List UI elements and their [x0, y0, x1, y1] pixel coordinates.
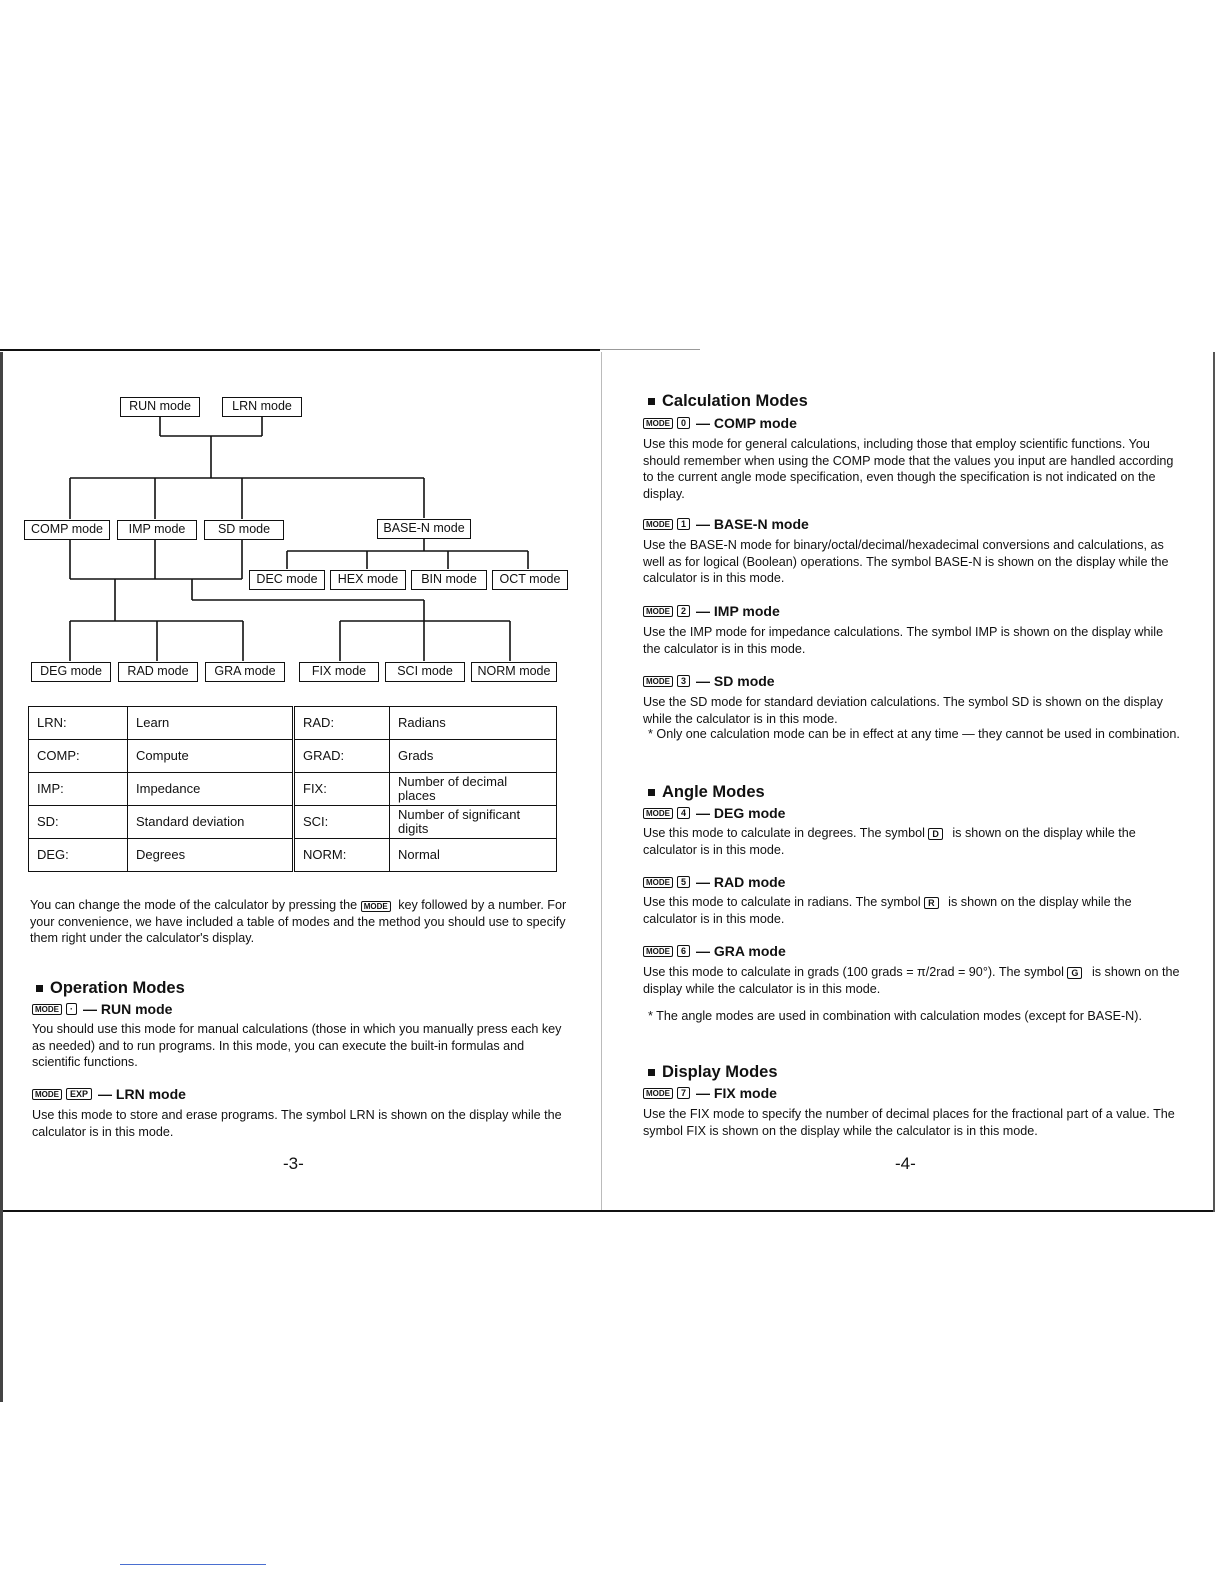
footer-link-underline [120, 1564, 266, 1565]
sd-mode-note: * Only one calculation mode can be in effect at any time — they cannot be used in combination. [648, 727, 1180, 741]
run-mode-box: RUN mode [120, 397, 200, 417]
dash: — [696, 943, 714, 959]
base-n-mode-title: BASE-N mode [713, 516, 809, 532]
mode-key-icon: MODE [361, 901, 391, 912]
table-value: Normal [390, 839, 557, 872]
table-value: Impedance [128, 773, 294, 806]
sd-mode-box: SD mode [204, 520, 284, 540]
key-0-icon: 0 [677, 417, 690, 429]
mode-key-icon: MODE [643, 808, 673, 819]
lrn-mode-text: Use this mode to store and erase programs. The symbol LRN is shown on the display while the calculator is in this mode. [32, 1108, 562, 1139]
rad-mode-text [643, 894, 1183, 927]
table-value: Compute [128, 740, 294, 773]
mode-key-icon: MODE [643, 418, 673, 429]
intro-paragraph [30, 897, 568, 947]
table-key: RAD: [294, 707, 390, 740]
table-key: IMP: [29, 773, 128, 806]
square-bullet-icon [648, 789, 655, 796]
deg-mode-title: DEG mode [713, 805, 786, 821]
top-rule-faint [600, 349, 700, 350]
deg-symbol-icon: D [928, 828, 943, 840]
sd-mode-title: SD mode [713, 673, 775, 689]
bin-mode-box: BIN mode [411, 570, 487, 590]
table-value: Number of decimal places [390, 773, 557, 806]
run-mode-title: RUN mode [100, 1001, 173, 1017]
table-value: Degrees [128, 839, 294, 872]
operation-modes-heading [36, 979, 185, 998]
comp-mode-heading [643, 415, 797, 431]
intro-text-start: You can change the mode of the calculator by pressing the [30, 898, 358, 912]
base-n-mode-text: Use the BASE-N mode for binary/octal/decimal/hexadecimal conversions and calculations, as well as for logical (Boolean) operations. The symbol BASE-N is shown on the display while the calculator is in this mode. [643, 538, 1169, 585]
right-edge-line [1213, 352, 1215, 1212]
dash: — [696, 516, 714, 532]
page-number-right: -4- [895, 1154, 916, 1173]
mode-tree-connectors [0, 0, 600, 700]
comp-mode-box: COMP mode [24, 520, 110, 540]
key-2-icon: 2 [677, 605, 690, 617]
table-row [29, 740, 557, 773]
square-bullet-icon [648, 1069, 655, 1076]
heading-text: Operation Modes [50, 979, 185, 997]
fix-mode-box: FIX mode [299, 662, 379, 682]
deg-mode-box: DEG mode [31, 662, 111, 682]
table-value: Radians [390, 707, 557, 740]
mode-key-icon: MODE [643, 1088, 673, 1099]
base-n-mode-heading [643, 516, 809, 532]
dash: — [696, 415, 714, 431]
run-mode-heading [32, 1001, 172, 1017]
table-key: DEG: [29, 839, 128, 872]
table-key: NORM: [294, 839, 390, 872]
run-mode-text: You should use this mode for manual calculations (those in which you manually press each key as needed) and to run programs. In this mode, you can execute the built-in formulas and scientific functions. [32, 1022, 562, 1069]
gra-mode-title: GRA mode [713, 943, 786, 959]
mode-key-icon: MODE [643, 946, 673, 957]
dash: — [696, 673, 714, 689]
mode-key-icon: MODE [643, 877, 673, 888]
sd-mode-heading [643, 673, 775, 689]
table-row [29, 806, 557, 839]
table-key: SD: [29, 806, 128, 839]
table-row [29, 707, 557, 740]
dash: — [696, 603, 714, 619]
imp-mode-title: IMP mode [713, 603, 780, 619]
table-value: Standard deviation [128, 806, 294, 839]
table-value: Number of significant digits [390, 806, 557, 839]
text-start: Use this mode to calculate in grads (100 grads = π/2rad = 90°). The symbol [643, 965, 1064, 979]
norm-mode-box: NORM mode [471, 662, 557, 682]
display-modes-heading [648, 1063, 778, 1082]
key-7-icon: 7 [677, 1087, 690, 1099]
lrn-mode-box: LRN mode [222, 397, 302, 417]
heading-text: Display Modes [662, 1063, 778, 1081]
table-key: GRAD: [294, 740, 390, 773]
gra-mode-box: GRA mode [205, 662, 285, 682]
fix-mode-text: Use the FIX mode to specify the number of decimal places for the fractional part of a value. The symbol FIX is shown on the display while the calculator is in this mode. [643, 1107, 1175, 1138]
text-end: is shown on the display while the calculator is in this mode. [643, 826, 1136, 857]
comp-mode-title: COMP mode [713, 415, 797, 431]
key-1-icon: 1 [677, 518, 690, 530]
mode-key-icon: MODE [643, 519, 673, 530]
fix-mode-title: FIX mode [713, 1085, 777, 1101]
text-end: is shown on the display while the calculator is in this mode. [643, 965, 1180, 996]
table-value: Grads [390, 740, 557, 773]
lrn-mode-heading [32, 1086, 186, 1102]
gra-mode-text [643, 964, 1183, 997]
text-start: Use this mode to calculate in degrees. The symbol [643, 826, 925, 840]
base-n-mode-box: BASE-N mode [377, 519, 471, 539]
gra-symbol-icon: G [1067, 967, 1082, 979]
rad-mode-box: RAD mode [118, 662, 198, 682]
heading-text: Angle Modes [662, 783, 765, 801]
intro-text-end: key followed by a number. For your convenience, we have included a table of modes and the method you should use to specify them right under the calculator's display. [30, 898, 567, 945]
text-start: Use this mode to calculate in radians. The symbol [643, 895, 921, 909]
lrn-mode-title: LRN mode [115, 1086, 186, 1102]
table-value: Learn [128, 707, 294, 740]
key-5-icon: 5 [677, 876, 690, 888]
rad-mode-heading [643, 874, 785, 890]
mode-abbreviation-table [28, 706, 557, 872]
table-row [29, 839, 557, 872]
dash: — [83, 1001, 101, 1017]
hex-mode-box: HEX mode [330, 570, 406, 590]
mode-key-icon: MODE [32, 1089, 62, 1100]
imp-mode-text: Use the IMP mode for impedance calculations. The symbol IMP is shown on the display while the calculator is in this mode. [643, 625, 1164, 656]
mode-key-icon: MODE [32, 1004, 62, 1015]
oct-mode-box: OCT mode [492, 570, 568, 590]
square-bullet-icon [36, 985, 43, 992]
key-4-icon: 4 [677, 807, 690, 819]
comp-mode-text: Use this mode for general calculations, including those that employ scientific functions. You should remember when using the COMP mode that the values you input are handled according to the current angle mode specification, even though the specification is not indicated on the display. [643, 437, 1174, 501]
gra-mode-heading [643, 943, 786, 959]
dash: — [696, 805, 714, 821]
imp-mode-box: IMP mode [117, 520, 197, 540]
exp-key-icon: EXP [66, 1088, 92, 1100]
dec-mode-box: DEC mode [249, 570, 325, 590]
imp-mode-heading [643, 603, 780, 619]
calculation-modes-heading [648, 392, 808, 411]
table-key: SCI: [294, 806, 390, 839]
square-bullet-icon [648, 398, 655, 405]
angle-modes-note: * The angle modes are used in combination with calculation modes (except for BASE-N). [648, 1009, 1142, 1023]
heading-text: Calculation Modes [662, 392, 808, 410]
table-key: LRN: [29, 707, 128, 740]
key-3-icon: 3 [677, 675, 690, 687]
page-divider [601, 352, 602, 1210]
dash: — [98, 1086, 116, 1102]
text-end: is shown on the display while the calculator is in this mode. [643, 895, 1132, 926]
dash: — [696, 874, 714, 890]
table-key: FIX: [294, 773, 390, 806]
dash: — [696, 1085, 714, 1101]
sci-mode-box: SCI mode [385, 662, 465, 682]
table-row [29, 773, 557, 806]
rad-symbol-icon: R [924, 897, 939, 909]
fix-mode-heading [643, 1085, 777, 1101]
rad-mode-title: RAD mode [713, 874, 786, 890]
page-number-left: -3- [283, 1154, 304, 1173]
angle-modes-heading [648, 783, 765, 802]
deg-mode-heading [643, 805, 785, 821]
table-key: COMP: [29, 740, 128, 773]
deg-mode-text [643, 825, 1183, 858]
bottom-rule [0, 1210, 1214, 1212]
dot-key-icon: · [66, 1003, 77, 1015]
key-6-icon: 6 [677, 945, 690, 957]
sd-mode-text: Use the SD mode for standard deviation calculations. The symbol SD is shown on the display while the calculator is in this mode. [643, 695, 1163, 726]
mode-key-icon: MODE [643, 606, 673, 617]
mode-key-icon: MODE [643, 676, 673, 687]
